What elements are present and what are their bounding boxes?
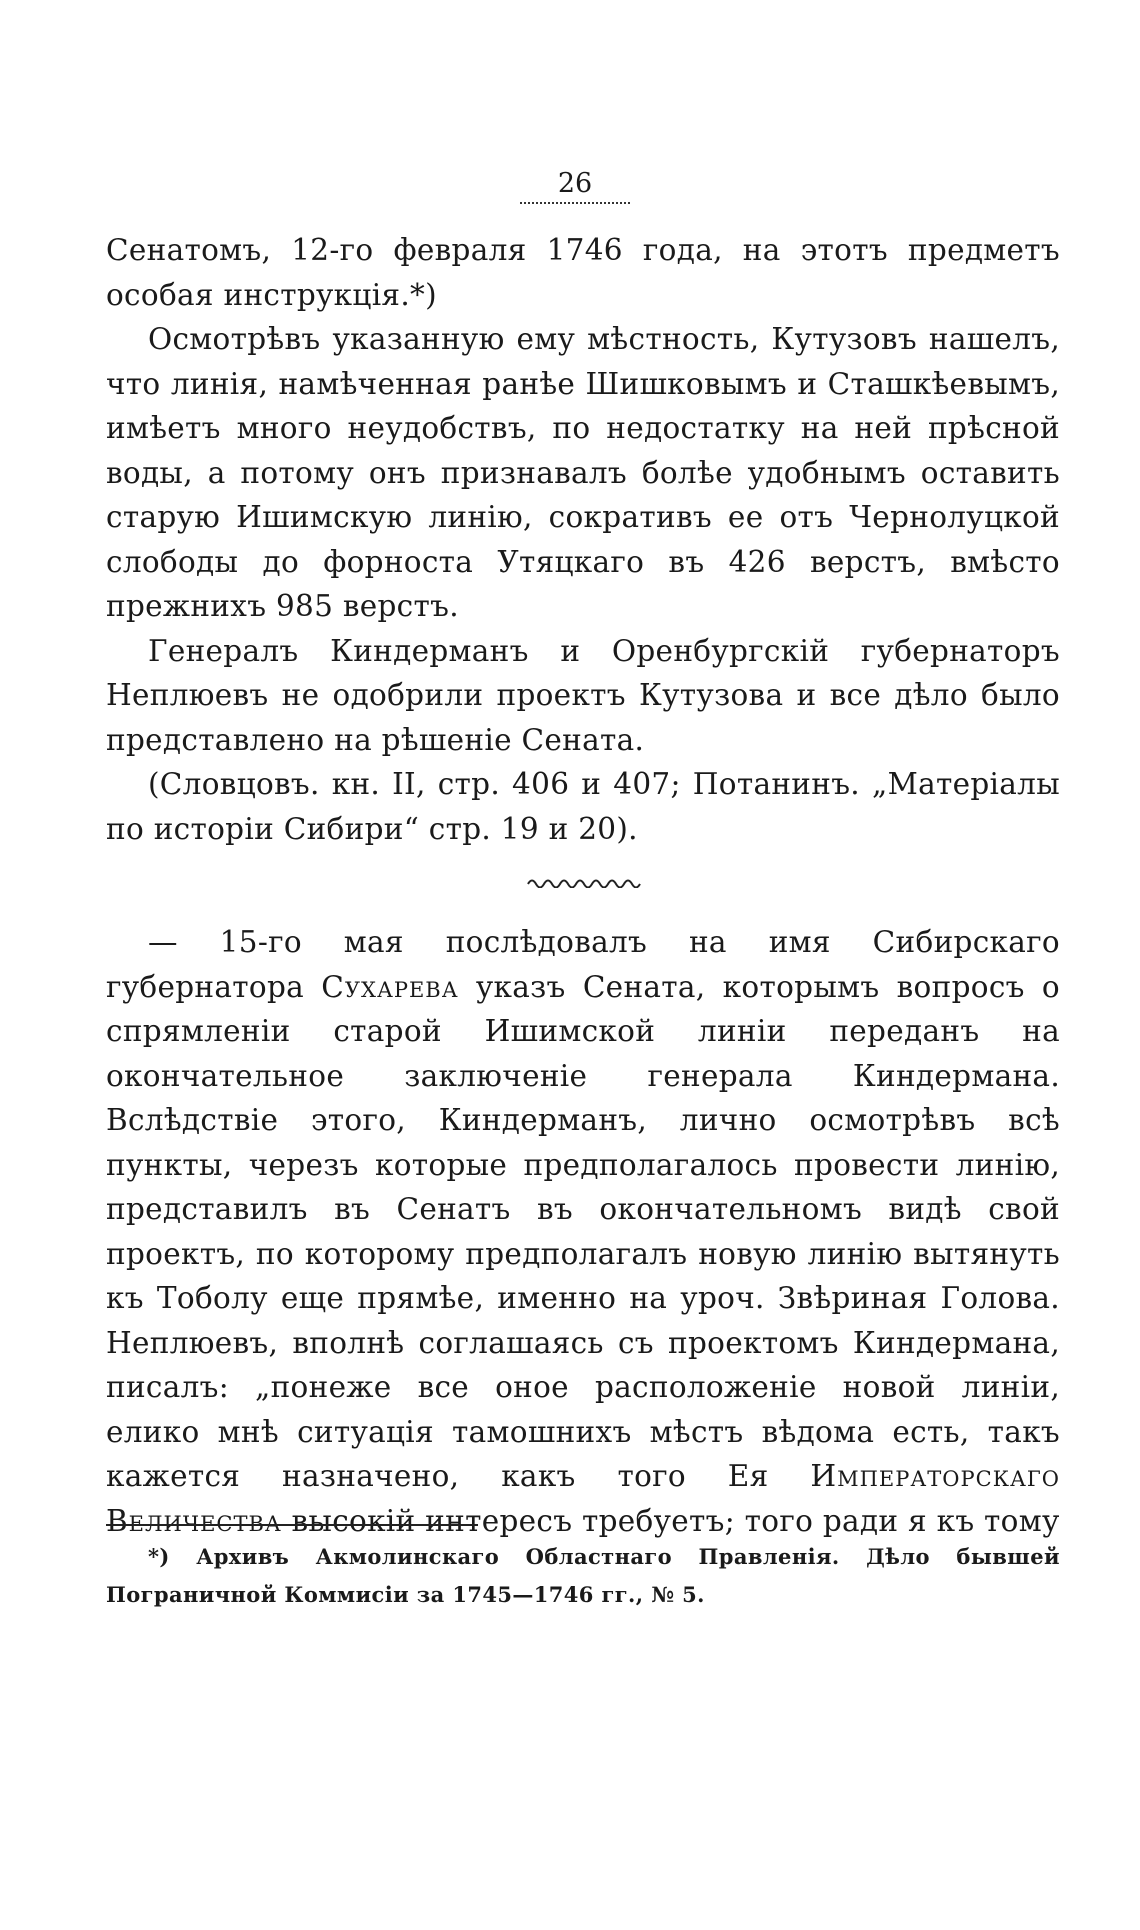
paragraph-5-part-3: высокій интересъ требуетъ; того ради я къ тому [281,1503,1060,1538]
paragraph-4-references: (Словцовъ. кн. II, стр. 406 и 407; Потанинъ. „Матеріалы по исторіи Сибири“ стр. 19 и 20). [106,767,1060,846]
wavy-divider-ornament [526,874,646,888]
paragraph-3: Генералъ Киндерманъ и Оренбургскій губернаторъ Неплюевъ не одобрили проектъ Кутузова и все дѣло было представлено на рѣшеніе Сената. [106,633,1060,757]
paragraph-5 [106,920,1060,1543]
page-number: 26 [520,168,630,204]
footnote-text: *) Архивъ Акмолинскаго Областнаго Правленія. Дѣло бывшей Пограничной Коммисіи за 1745—1746 гг., № 5. [106,1544,1060,1607]
footnote [106,1538,1060,1614]
paragraph-5-part-2: указъ Сената, которымъ вопросъ о спрямленіи старой Ишимской линіи переданъ на окончательное заключеніе генерала Киндермана. Вслѣдствіе этого, Киндерманъ, лично осмотрѣвъ всѣ пункты, черезъ которые предполагалось провести линію, представилъ въ Сенатъ въ окончательномъ видѣ свой проектъ, по которому предполагалъ новую линію вытянуть къ Тоболу еще прямѣе, именно на уроч. Звѣриная Голова. Неплюевъ, вполнѣ соглашаясь съ проектомъ Киндермана, писалъ: „понеже все оное расположеніе новой линіи, елико мнѣ ситуація тамошнихъ мѣстъ вѣдома есть, такъ кажется назначено, какъ того Ея [106,969,1060,1493]
paragraph-5-part-1: — 15-го мая послѣдовалъ на имя Сибирскаго губернатора [106,925,1060,1004]
text-block-lower [106,920,1060,1543]
surname-sukharev: Сухарева [321,969,459,1004]
footnote-separator [106,1524,478,1526]
title-imperatorskago: Императорскаго [810,1459,1060,1493]
title-velichestva: Величества [106,1503,282,1538]
paragraph-2: Осмотрѣвъ указанную ему мѣстность, Кутузовъ нашелъ, что линія, намѣченная ранѣе Шишковымъ и Сташкѣевымъ, имѣетъ много неудобствъ, по недостатку на ней прѣсной воды, а потому онъ признавалъ болѣе удобнымъ оставить старую Ишимскую линію, сокративъ ее отъ Чернолуцкой слободы до форноста Утяцкаго въ 426 верстъ, вмѣсто прежнихъ 985 верстъ. [106,322,1060,623]
text-block-upper [106,228,1060,851]
paragraph-1: Сенатомъ, 12-го февраля 1746 года, на этотъ предметъ особая инструкція.*) [106,233,1060,312]
